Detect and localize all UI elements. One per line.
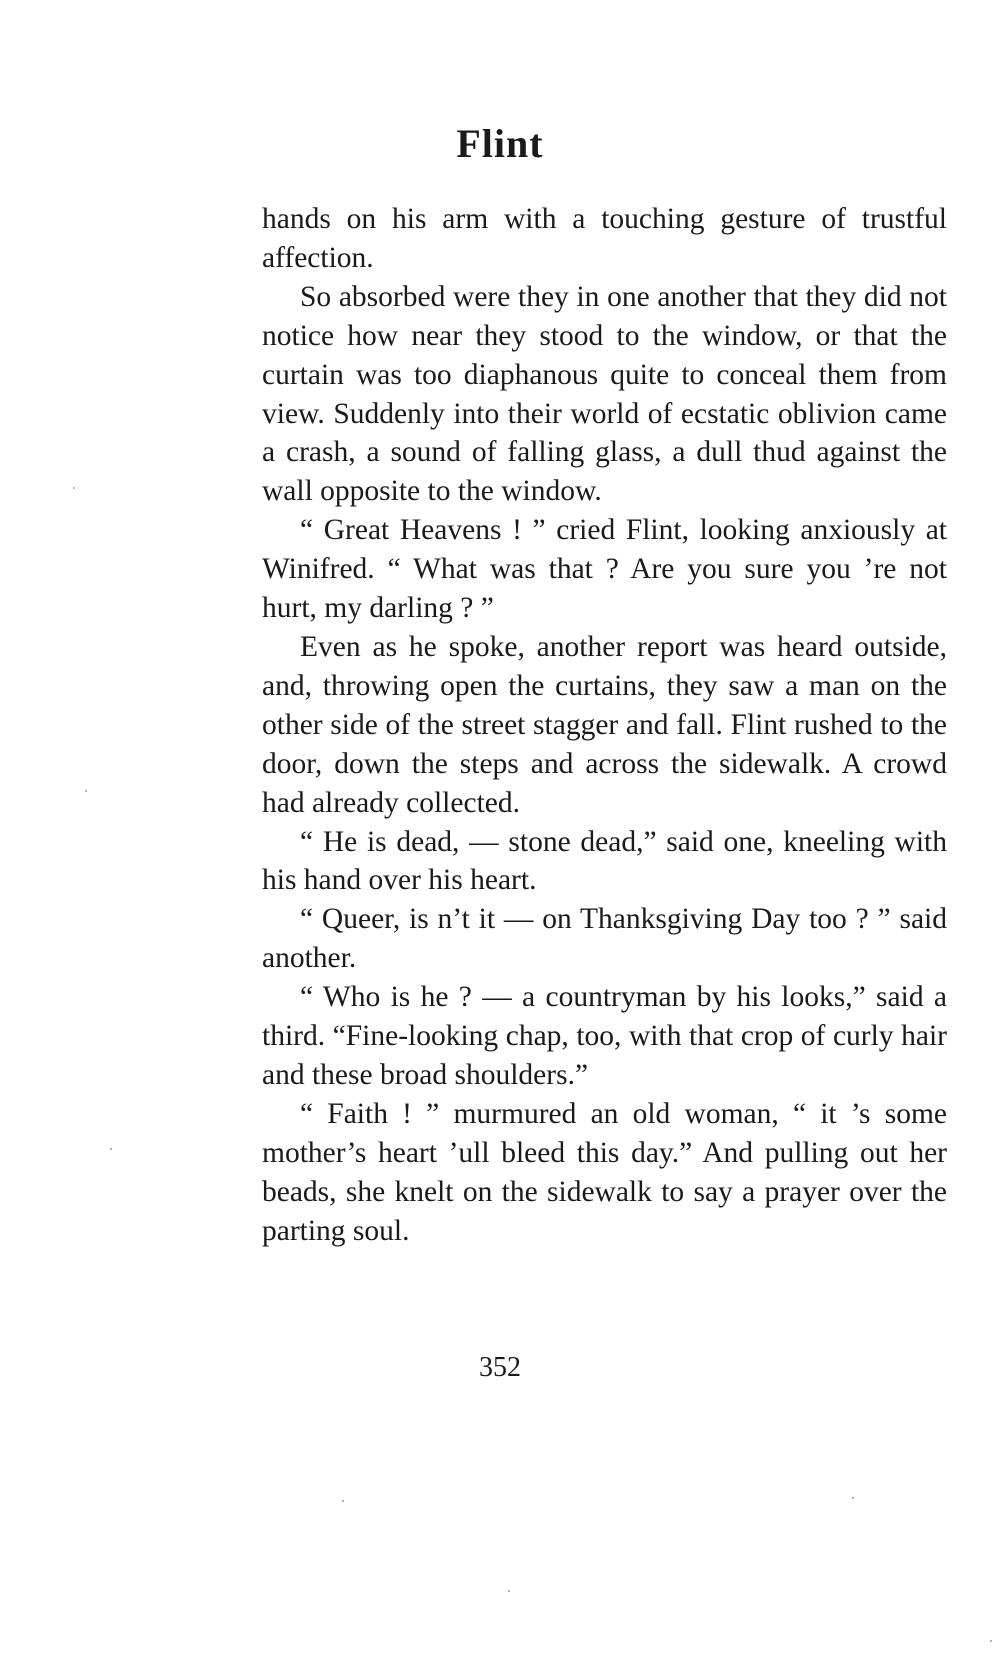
paragraph-3: “ Great Heavens ! ” cried Flint, looking anxiously at Winifred. “ What was that ? Are you sure you ’re not hurt, my darling ? ” — [262, 514, 947, 625]
paragraph-6: “ Queer, is n’t it — on Thanksgiving Day too ? ” said another. — [262, 903, 947, 975]
running-head: Flint — [456, 121, 544, 166]
scan-speck — [508, 1590, 510, 1592]
page-number: 352 — [479, 1352, 521, 1383]
scan-speck — [342, 1500, 344, 1502]
paragraph-7: “ Who is he ? — a countryman by his looks,” said a third. “Fine-looking chap, too, with that crop of curly hair and these broad shoulders.” — [262, 981, 947, 1091]
scan-speck — [852, 1497, 854, 1499]
scan-speck — [85, 790, 87, 792]
paragraph-8: “ Faith ! ” murmured an old woman, “ it ’s some mother’s heart ’ull bleed this day.” And pulling out her beads, she knelt on the sidewalk to say a prayer over the parting soul. — [262, 1097, 947, 1247]
scan-speck — [73, 487, 75, 489]
scan-speck — [110, 1148, 112, 1150]
paragraph-1: hands on his arm with a touching gesture of trustful affection. — [262, 203, 947, 274]
paragraph-2: So absorbed were they in one another that they did not notice how near they stood to the window, or that the curtain was too diaphanous quite to conceal them from view. Suddenly into their world of ecstatic oblivion came a crash, a sound of falling glass, a dull thud against the wall opposite to the window. — [262, 280, 947, 508]
scan-speck — [990, 1640, 992, 1642]
paragraph-4: Even as he spoke, another report was heard outside, and, throwing open the curtains, they saw a man on the other side of the street stagger and fall. Flint rushed to the door, down the steps and across the sidewalk. A crowd had already collected. — [262, 630, 947, 819]
body-text — [262, 200, 947, 1250]
paragraph-5: “ He is dead, — stone dead,” said one, kneeling with his hand over his heart. — [262, 825, 947, 897]
